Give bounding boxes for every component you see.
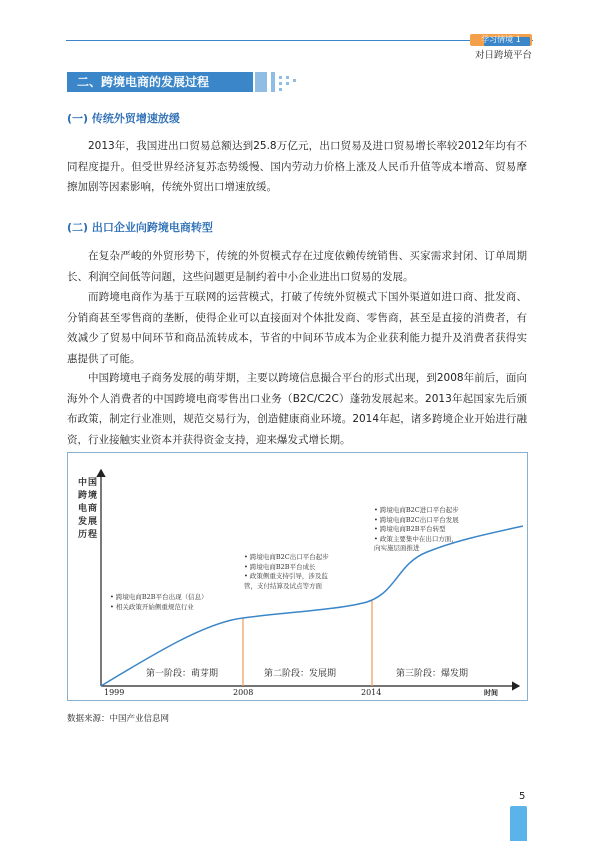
stage-label-3: 第三阶段：爆发期 — [396, 669, 469, 679]
header-tab — [470, 34, 532, 46]
note-item: • 相关政策开始侧重规范行业 — [110, 602, 194, 611]
stage-3-notes — [374, 506, 459, 554]
note-item: • 政策侧重支持引导，涉及监 — [244, 572, 328, 580]
y-label-line: 发展 — [77, 517, 98, 527]
page-tab-decoration — [510, 806, 527, 841]
note-item: • 跨境电商B2C出口平台发展 — [374, 515, 459, 524]
tick-label: 2008 — [233, 688, 254, 697]
header-tab-label: 学习情境 1 — [481, 35, 521, 44]
note-item: • 跨境电商B2C出口平台起步 — [244, 553, 329, 561]
figure-source: 数据来源：中国产业信息网 — [67, 714, 170, 724]
page-number: 5 — [519, 791, 526, 802]
stage-1-notes — [110, 593, 208, 612]
stage-label-2: 第二阶段：发展期 — [264, 669, 337, 679]
paragraph: 在复杂严峻的外贸形势下，传统的外贸模式存在过度依赖传统销售、买家需求封闭、订单周期长、利润空间低等问题，这些问题更是制约着中小企业进出口贸易的发展。 — [67, 250, 527, 283]
x-axis-label: 时间 — [484, 688, 498, 697]
section-title: 二、跨境电商的发展过程 — [67, 72, 253, 92]
stage-label-1: 第一阶段：萌芽期 — [146, 669, 219, 679]
subsection-heading: (二) 出口企业向跨境电商转型 — [67, 221, 213, 234]
y-label-line: 跨境 — [77, 491, 98, 501]
paragraph: 中国跨境电子商务发展的萌芽期，主要以跨境信息撮合平台的形式出现，到2008年前后，面向海外个人消费者的中国跨境电商零售出口业务（B2C/C2C）蓬勃发展起来。2013年起国家先后颁布政策，制定行业准则，规范交易行为，创造健康商业环境。2014年起，诸多跨境企业开始进行融资，行业接触实业资本并获得资金支持，迎来爆发式增长期。 — [67, 372, 527, 446]
paragraph: 2013年，我国进出口贸易总额达到25.8万亿元，出口贸易及进口贸易增长率较2012年均有不同程度提升。但受世界经济复苏态势缓慢、国内劳动力价格上涨及人民币升值等成本增高、贸易摩擦加剧等因素影响，传统外贸出口增速放缓。 — [67, 140, 527, 193]
y-label-line: 中国 — [77, 478, 98, 488]
paragraph: 而跨境电商作为基于互联网的运营模式，打破了传统外贸模式下国外渠道如进口商、批发商、分销商甚至零售商的垄断，使得企业可以直接面对个体批发商、零售商，甚至是直接的消费者，有效减少了贸易中间环节和商品流转成本，节省的中间环节成本为企业获利能力提升及消费者获得实惠提供了可能。 — [67, 291, 527, 365]
note-item: • 跨境电商B2B平台成长 — [244, 562, 316, 571]
note-item: • 跨境电商B2B平台出现（信息） — [110, 593, 208, 601]
subsection-heading: (一) 传统外贸增速放缓 — [67, 112, 180, 125]
note-item: 管，支付结算及试点等方面 — [244, 581, 322, 590]
note-item: • 跨境电商B2C进口平台起步 — [374, 506, 459, 514]
y-label-line: 电商 — [77, 504, 98, 514]
tick-label: 1999 — [104, 688, 125, 697]
header-rule — [66, 40, 533, 41]
note-item: • 跨境电商B2B平台转型 — [374, 525, 446, 533]
tick-label: 2014 — [361, 688, 382, 697]
note-item: 向实施层面推进 — [374, 544, 420, 552]
header-subtitle: 对日跨境平台 — [474, 50, 532, 61]
y-axis-label — [72, 477, 104, 542]
note-item: • 政策主要集中在出口方面， — [374, 534, 458, 543]
section-title-decoration — [255, 72, 300, 92]
y-label-line: 历程 — [77, 530, 98, 540]
stage-2-notes — [244, 553, 329, 591]
